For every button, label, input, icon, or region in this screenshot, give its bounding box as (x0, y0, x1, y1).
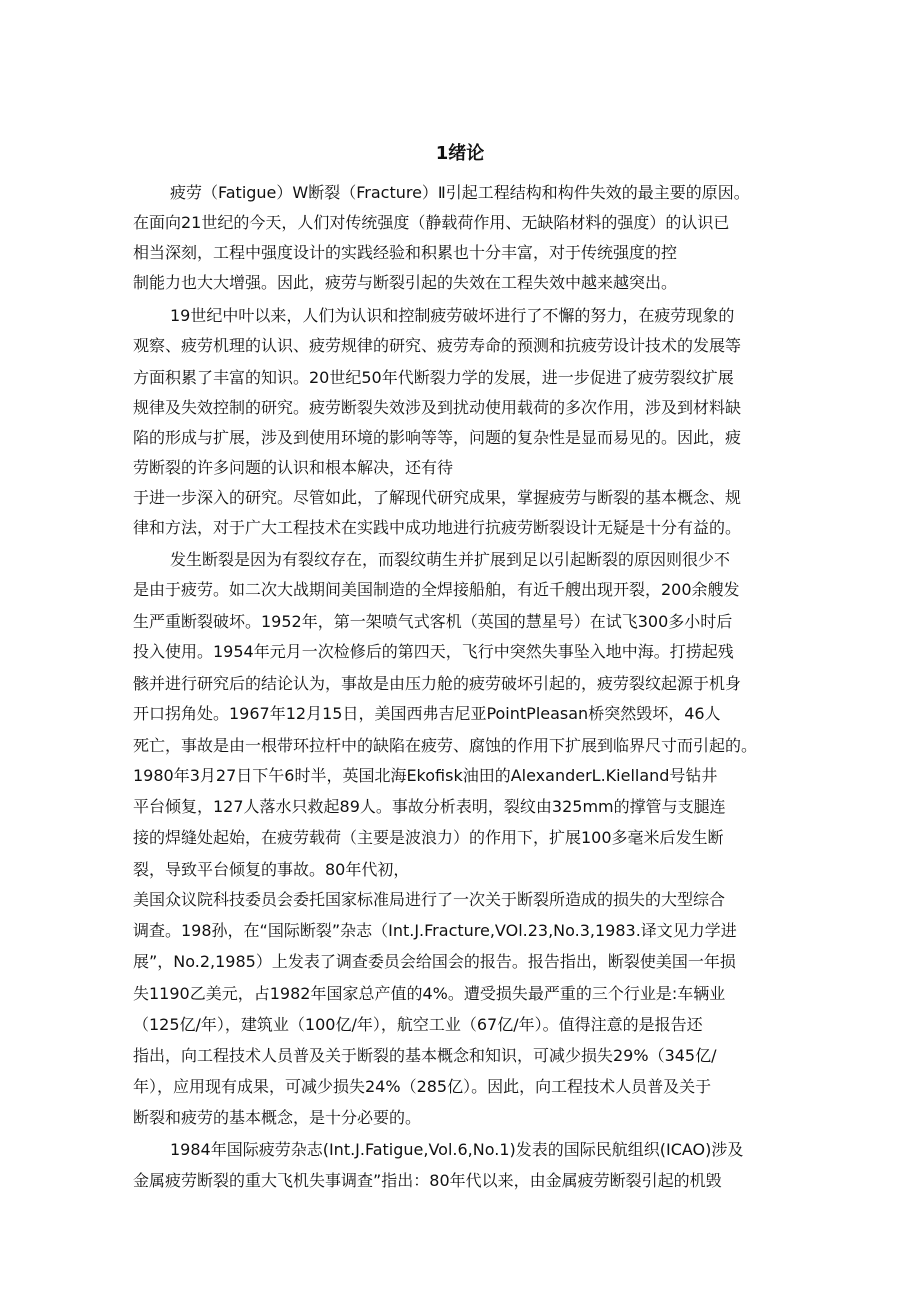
text-line: 美国众议院科技委员会委托国家标准局进行了一次关于断裂所造成的损失的大型综合 (133, 890, 726, 909)
text-line: 规律及失效控制的研究。疲劳断裂失效涉及到扰动使用载荷的多次作用，涉及到材料缺 (133, 398, 742, 417)
text-line: 1980年3月27日下午6时半，英国北海Ekofisk油田的AlexanderL.Kielland号钻井 (133, 766, 718, 785)
text-line: 骸并进行研究后的结论认为，事故是由压力舱的疲劳破坏引起的，疲劳裂纹起源于机身 (133, 674, 742, 693)
text-line: 平台倾复，127人落水只救起89人。事故分析表明，裂纹由325mm的撑管与支腿连 (133, 797, 726, 816)
text-line: 断裂和疲劳的基本概念，是十分必要的。 (133, 1108, 422, 1127)
text-line: 劳断裂的许多问题的认识和根本解决，还有待 (133, 458, 454, 477)
text-line: 裂，导致平台倾复的事故。80年代初， (133, 860, 410, 879)
text-line: 于进一步深入的研究。尽管如此，了解现代研究成果，掌握疲劳与断裂的基本概念、规 (133, 488, 742, 507)
text-line: 是由于疲劳。如二次大战期间美国制造的全焊接船舶，有近千艘出现开裂，200余艘发 (133, 580, 740, 599)
chapter-title: 1绪论 (435, 143, 485, 164)
text-line: 相当深刻，工程中强度设计的实践经验和积累也十分丰富，对于传统强度的控 (133, 243, 678, 262)
text-line: （125亿/年），建筑业（100亿/年），航空工业（67亿/年）。值得注意的是报告还 (133, 1015, 703, 1034)
text-line: 方面积累了丰富的知识。20世纪50年代断裂力学的发展，进一步促进了疲劳裂纹扩展 (133, 368, 734, 387)
text-line: 调查。198孙，在“国际断裂”杂志（Int.J.Fracture,VOl.23,No.3,1983.译文见力学进 (133, 921, 737, 940)
text-line: 观察、疲劳机理的认识、疲劳规律的研究、疲劳寿命的预测和抗疲劳设计技术的发展等 (133, 336, 742, 355)
text-line: 展”，No.2,1985）上发表了调查委员会给国会的报告。报告指出，断裂使美国一年损 (133, 952, 736, 971)
text-line: 年），应用现有成果，可减少损失24%（285亿）。因此，向工程技术人员普及关于 (133, 1077, 712, 1096)
text-line: 1984年国际疲劳杂志(Int.J.Fatigue,Vol.6,No.1)发表的国际民航组织(ICAO)涉及 (170, 1140, 744, 1159)
text-line: 开口拐角处。1967年12月15日，美国西弗吉尼亚PointPleasan桥突然毁坏，46人 (133, 704, 721, 723)
text-line: 疲劳（Fatigue）W断裂（Fracture）Ⅱ引起工程结构和构件失效的最主要的原因。 (170, 183, 750, 202)
text-line: 制能力也大大增强。因此，疲劳与断裂引起的失效在工程失效中越来越突出。 (133, 273, 678, 292)
text-line: 19世纪中叶以来，人们为认识和控制疲劳破坏进行了不懈的努力，在疲劳现象的 (170, 306, 735, 325)
text-line: 生严重断裂破坏。1952年，第一架喷气式客机（英国的慧星号）在试飞300多小时后 (133, 612, 733, 631)
text-line: 金属疲劳断裂的重大飞机失事调查”指出：80年代以来，由金属疲劳断裂引起的机毁 (133, 1171, 722, 1190)
text-line: 发生断裂是因为有裂纹存在，而裂纹萌生并扩展到足以引起断裂的原因则很少不 (170, 550, 731, 569)
text-line: 陷的形成与扩展，涉及到使用环境的影响等等，问题的复杂性是显而易见的。因此，疲 (133, 428, 742, 447)
text-line: 投入使用。1954年元月一次检修后的第四天，飞行中突然失事坠入地中海。打捞起残 (133, 642, 734, 661)
text-line: 失1190乙美元，占1982年国家总产值的4%。遭受损失最严重的三个行业是:车辆业 (133, 984, 726, 1003)
text-line: 在面向21世纪的今天，人们对传统强度（静载荷作用、无缺陷材料的强度）的认识已 (133, 213, 730, 232)
text-line: 死亡，事故是由一根带环拉杆中的缺陷在疲劳、腐蚀的作用下扩展到临界尺寸而引起的。 (133, 736, 758, 755)
text-line: 接的焊缝处起始，在疲劳载荷（主要是波浪力）的作用下，扩展100多毫米后发生断 (133, 828, 724, 847)
text-line: 律和方法，对于广大工程技术在实践中成功地进行抗疲劳断裂设计无疑是十分有益的。 (133, 518, 742, 537)
text-line: 指出，向工程技术人员普及关于断裂的基本概念和知识，可减少损失29%（345亿/ (133, 1046, 717, 1065)
